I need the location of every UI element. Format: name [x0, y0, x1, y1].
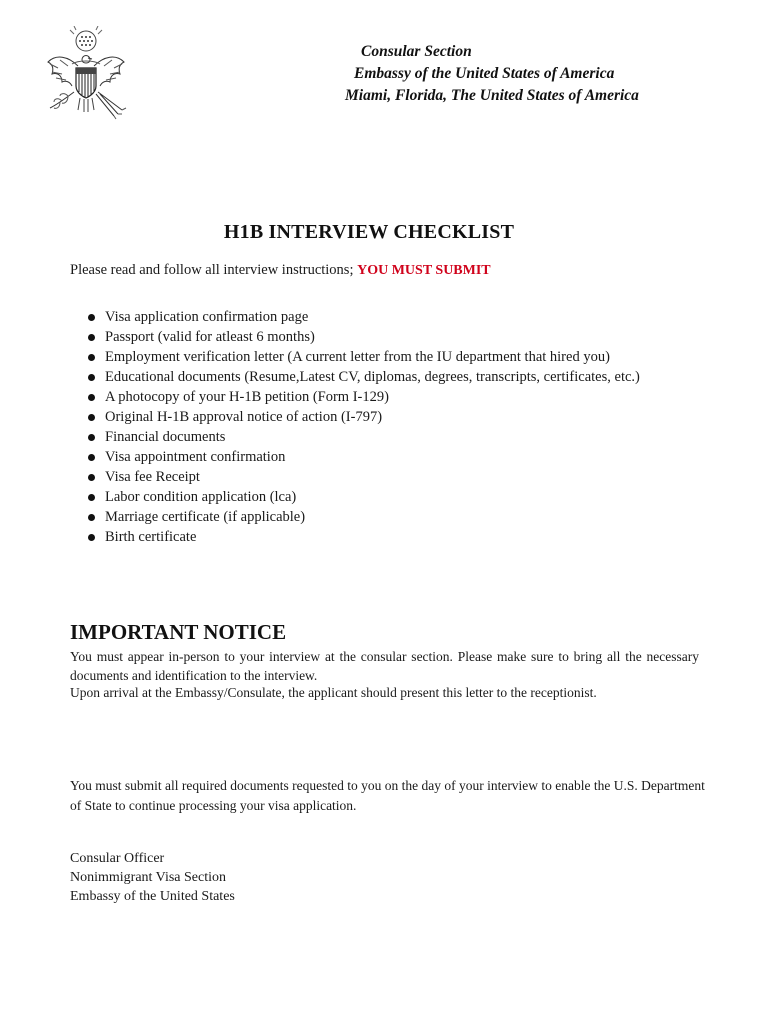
checklist-item [70, 367, 710, 387]
intro-emphasis: YOU MUST SUBMIT [357, 263, 491, 278]
checklist-item [70, 507, 710, 527]
bullet-icon [88, 494, 95, 501]
checklist-item-text: Marriage certificate (if applicable) [105, 509, 306, 525]
bullet-icon [88, 334, 95, 341]
checklist-item-text: Financial documents [105, 429, 226, 445]
bullet-icon [88, 474, 95, 481]
bullet-icon [88, 394, 95, 401]
checklist-item-text: Visa application confirmation page [105, 309, 309, 325]
checklist-item-text: Labor condition application (lca) [105, 489, 297, 505]
checklist-item [70, 347, 710, 367]
checklist-item-text: A photocopy of your H-1B petition (Form I-129) [105, 389, 389, 405]
checklist-item [70, 307, 710, 327]
bullet-icon [88, 514, 95, 521]
checklist-item-text: Employment verification letter (A current letter from the IU department that hired you) [105, 349, 610, 365]
page-title: H1B INTERVIEW CHECKLIST [223, 221, 515, 243]
checklist-item [70, 407, 710, 427]
bullet-icon [88, 414, 95, 421]
bullet-icon [88, 434, 95, 441]
signature-embassy: Embassy of the United States [70, 889, 235, 904]
checklist-item-text: Passport (valid for atleast 6 months) [105, 329, 315, 345]
checklist-item-text: Visa fee Receipt [105, 469, 200, 485]
great-seal-eagle-icon [38, 26, 134, 122]
notice-paragraph-in-person: You must appear in-person to your interview at the consular section. Please make sure to bring all the necessary documents and identification to the interview. [70, 649, 699, 683]
header-location: Miami, Florida, The United States of America [345, 87, 639, 104]
notice-heading: IMPORTANT NOTICE [70, 620, 287, 644]
bullet-icon [88, 454, 95, 461]
notice-paragraph-submit: You must submit all required documents requested to you on the day of your interview to enable the U.S. Department of State to continue processing your visa application. [70, 778, 705, 813]
intro-text: Please read and follow all interview instructions; [70, 262, 358, 278]
notice-paragraph-arrival: Upon arrival at the Embassy/Consulate, the applicant should present this letter to the receptionist. [70, 685, 597, 700]
intro-instruction [70, 262, 491, 279]
checklist-item [70, 427, 710, 447]
checklist-item [70, 327, 710, 347]
checklist-item [70, 487, 710, 507]
checklist-item-text: Birth certificate [105, 529, 197, 545]
bullet-icon [88, 354, 95, 361]
checklist-item [70, 447, 710, 467]
checklist-item [70, 527, 710, 547]
checklist [70, 307, 710, 547]
checklist-item-text: Educational documents (Resume,Latest CV, diplomas, degrees, transcripts, certificates, etc.) [105, 369, 640, 385]
signature-section: Nonimmigrant Visa Section [70, 870, 226, 885]
checklist-item-text: Visa appointment confirmation [105, 449, 286, 465]
checklist-item-text: Original H-1B approval notice of action (I-797) [105, 409, 383, 425]
signature-officer: Consular Officer [70, 851, 165, 866]
header-consular-section: Consular Section [361, 43, 472, 60]
bullet-icon [88, 314, 95, 321]
header-embassy: Embassy of the United States of America [354, 65, 615, 82]
checklist-item [70, 467, 710, 487]
bullet-icon [88, 374, 95, 381]
checklist-item [70, 387, 710, 407]
bullet-icon [88, 534, 95, 541]
